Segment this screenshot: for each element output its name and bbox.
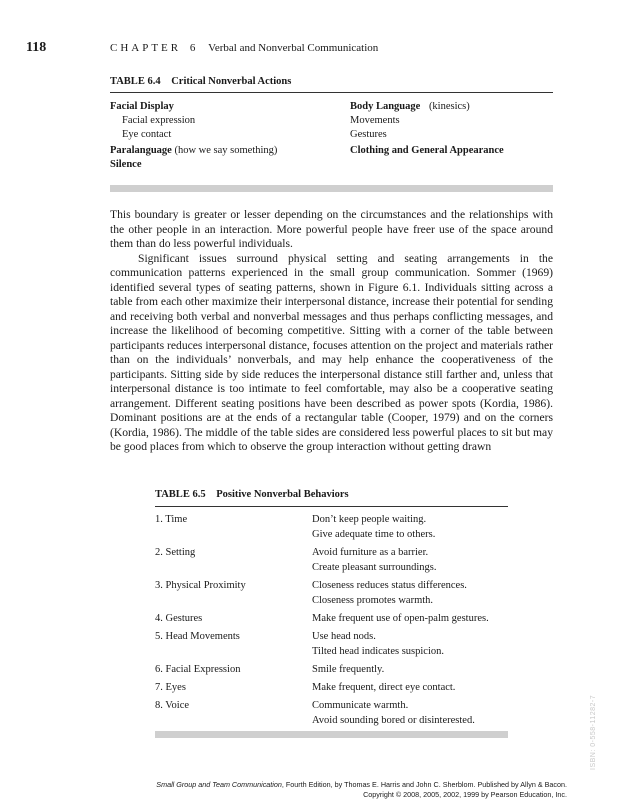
copyright-footer [47, 780, 567, 800]
footer-line-2: Copyright © 2008, 2005, 2002, 1999 by Pearson Education, Inc. [363, 790, 567, 799]
table-6-5-rows [155, 507, 508, 728]
chapter-label: CHAPTER [110, 42, 182, 54]
table-6-4-label: TABLE 6.4 [110, 76, 161, 87]
table-row [155, 698, 508, 728]
table-row [155, 545, 508, 575]
body-language-label: Body Language [350, 101, 421, 112]
guidance-line: Closeness reduces status differences. [312, 580, 467, 591]
body-text [110, 208, 553, 455]
table-6-5-label: TABLE 6.5 [155, 489, 206, 500]
page-number: 118 [26, 40, 47, 55]
guidance-line: Make frequent use of open-palm gestures. [312, 613, 489, 624]
running-head [110, 42, 378, 54]
table-6-4-heading: Critical Nonverbal Actions [171, 76, 292, 87]
behavior-guidance [312, 662, 508, 677]
guidance-line: Closeness promotes warmth. [312, 595, 434, 606]
behavior-guidance [312, 578, 508, 608]
guidance-line: Create pleasant surroundings. [312, 562, 437, 573]
table-6-5-heading: Positive Nonverbal Behaviors [216, 489, 349, 500]
table-row [155, 578, 508, 608]
body-language-note: (kinesics) [428, 101, 470, 112]
body-language-heading [350, 101, 470, 112]
footer-book-title: Small Group and Team Communication [156, 780, 282, 789]
behavior-name: 1. Time [155, 514, 188, 525]
behavior-name: 3. Physical Proximity [155, 580, 246, 591]
guidance-line: Communicate warmth. [312, 700, 409, 711]
table-6-5-title [155, 489, 508, 503]
table-row [155, 680, 508, 695]
chapter-title: Verbal and Nonverbal Communication [208, 42, 379, 54]
table-row [155, 611, 508, 626]
behavior-name: 2. Setting [155, 547, 196, 558]
guidance-line: Avoid sounding bored or disinterested. [312, 715, 475, 726]
behavior-name: 7. Eyes [155, 682, 186, 693]
footer-publisher: , Fourth Edition, by Thomas E. Harris and John C. Sherblom. Published by Allyn & Bacon. [281, 780, 567, 789]
paragraph-seating: Significant issues surround physical setting and seating arrangements in the communication patterns experienced in the small group communication. Sommer (1969) identified several types of seating patterns, shown in Figure 6.1. Individuals sitting across a table from each other maximize their interpersonal distance, increase their potential for sending and receiving both verbal and nonverbal messages and thus perhaps conflicting messages, and increase the likelihood of becoming competitive. Sitting with a corner of the table between participants reduces interpersonal distance, focuses attention on the project and materials rather than on the individuals’ nonverbals, and may help enhance the cooperativeness of the participants. Sitting side by side reduces the interpersonal distance still farther and, unless that interpersonal distance is too intimate to feel comfortable, may also be a cooperative seating arrangement. Different seating positions have been described as power spots (Kordia, 1986). Dominant positions are at the ends of a rectangular table (Cooper, 1979) and on the corners (Kordia, 1986). The middle of the table sides are considered less powerful places to sit but may be good places from which to observe the group interaction without getting drawn [110, 251, 553, 453]
behavior-guidance [312, 545, 508, 575]
guidance-line: Smile frequently. [312, 664, 385, 675]
table-critical-nonverbal-actions [110, 76, 553, 192]
guidance-line: Avoid furniture as a barrier. [312, 547, 429, 558]
behavior-guidance [312, 512, 508, 542]
behavior-name: 5. Head Movements [155, 631, 240, 642]
behavior-guidance [312, 629, 508, 659]
table-row [155, 512, 508, 542]
table-bottom-bar [110, 185, 553, 192]
table-6-4-title [110, 76, 553, 90]
table-row [155, 662, 508, 677]
paralanguage-heading [110, 145, 277, 156]
guidance-line: Don’t keep people waiting. [312, 514, 427, 525]
paragraph-boundary: This boundary is greater or lesser depending on the circumstances and the relationships with the other people in an interaction. More powerful people have freer use of the space around them than do less powerful individuals. [110, 208, 553, 250]
table-6-4-body [110, 93, 553, 185]
silence-heading: Silence [110, 159, 142, 170]
chapter-number: 6 [189, 42, 196, 54]
paralanguage-note: (how we say something) [174, 145, 278, 156]
behavior-guidance [312, 698, 508, 728]
guidance-line: Use head nods. [312, 631, 376, 642]
behavior-name: 6. Facial Expression [155, 664, 241, 675]
footer-line-1 [47, 780, 567, 790]
eye-contact-item: Eye contact [122, 129, 172, 140]
behavior-guidance [312, 680, 508, 695]
table-positive-nonverbal-behaviors [155, 489, 508, 738]
behavior-guidance [312, 611, 508, 626]
isbn-watermark: ISBN: 0-558-11282-7 [590, 694, 597, 770]
guidance-line: Tilted head indicates suspicion. [312, 646, 445, 657]
gestures-item: Gestures [350, 129, 387, 140]
behavior-name: 4. Gestures [155, 613, 203, 624]
facial-display-heading: Facial Display [110, 101, 174, 112]
paralanguage-label: Paralanguage [110, 145, 172, 156]
guidance-line: Make frequent, direct eye contact. [312, 682, 456, 693]
behavior-name: 8. Voice [155, 700, 190, 711]
table-bottom-bar [155, 731, 508, 738]
clothing-heading: Clothing and General Appearance [350, 145, 504, 156]
movements-item: Movements [350, 115, 400, 126]
table-row [155, 629, 508, 659]
guidance-line: Give adequate time to others. [312, 529, 436, 540]
facial-expression-item: Facial expression [122, 115, 196, 126]
